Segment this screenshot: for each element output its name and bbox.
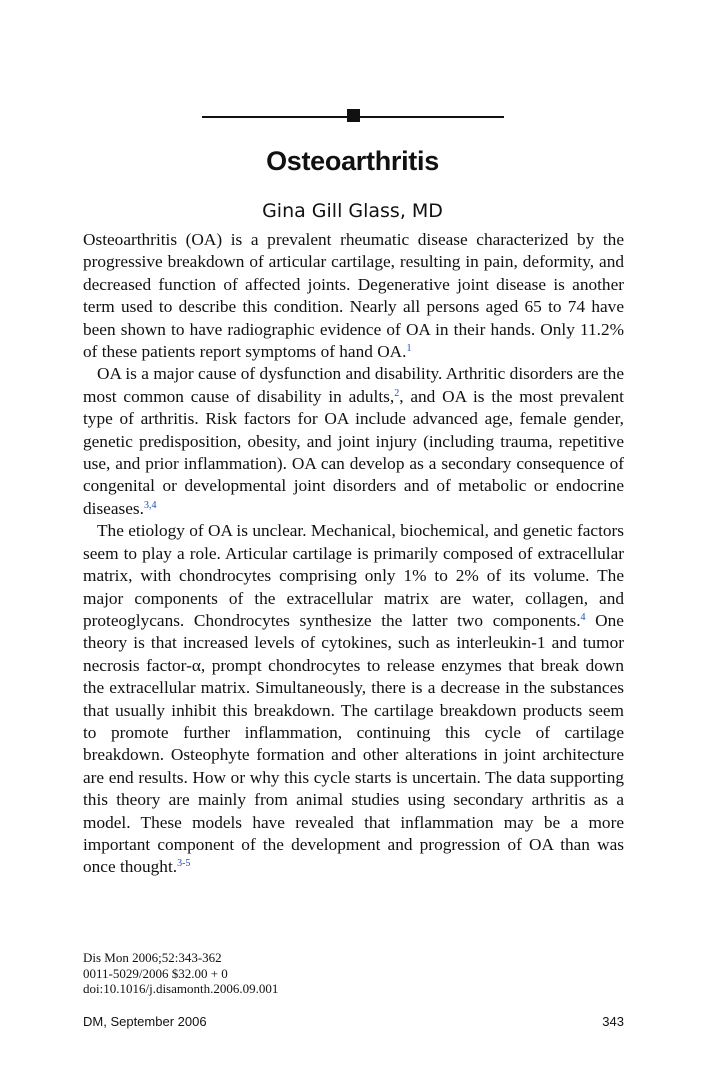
journal-citation: Dis Mon 2006;52:343-362 bbox=[83, 950, 222, 965]
article-author: Gina Gill Glass, MD bbox=[262, 200, 443, 222]
reference-link[interactable]: 3-5 bbox=[177, 858, 191, 870]
article-body bbox=[83, 229, 624, 879]
paragraph-2 bbox=[83, 363, 624, 520]
paragraph-text: Osteoarthritis (OA) is a prevalent rheumatic disease characterized by the progressive breakdown of articular cartilage, resulting in pain, deformity, and decreased function of affected joints. Degenerative joint disease is another term used to describe this condition. Nearly all persons aged 65 to 74 have been shown to have radiographic evidence of OA in their hands. Only 11.2% of these patients report symptoms of hand OA. bbox=[83, 230, 624, 362]
paragraph-3 bbox=[83, 520, 624, 879]
paragraph-text: OA is a major cause of dysfunction and disability. Arthritic disorders are the most common cause of disability in adults, bbox=[83, 364, 624, 406]
reference-link[interactable]: 1 bbox=[406, 343, 412, 355]
article-title: Osteoarthritis bbox=[266, 146, 439, 176]
reference-link[interactable]: 3,4 bbox=[143, 499, 157, 511]
issn-price: 0011-5029/2006 $32.00 + 0 bbox=[83, 965, 228, 981]
citation-block bbox=[83, 950, 278, 997]
doi-link[interactable]: doi:10.1016/j.disamonth.2006.09.001 bbox=[83, 981, 279, 996]
reference-link[interactable]: 4 bbox=[580, 611, 586, 623]
reference-link[interactable]: 2 bbox=[394, 387, 400, 399]
footer-journal-date: DM, September 2006 bbox=[83, 1014, 207, 1029]
paragraph-text: One theory is that increased levels of cytokines, such as interleukin-1 and tumor necrosis factor-α, prompt chondrocytes to release enzymes that break down the extracellular matrix. Simultaneously, there is a decrease in the substances that usually inhibit this breakdown. The cartilage breakdown products seem to promote further inflammation, continuing this cycle of cartilage breakdown. Osteophyte formation and other alterations in joint architecture are end results. How or why this cycle starts is uncertain. The data supporting this theory are mainly from animal studies using secondary arthritis as a model. These models have revealed that inflammation may be a more important component of the development and progression of OA than was once thought. bbox=[83, 610, 624, 877]
ornament-rule-right bbox=[359, 116, 504, 118]
title-ornament bbox=[202, 109, 504, 123]
paragraph-text: The etiology of OA is unclear. Mechanical, biochemical, and genetic factors seem to play a role. Articular cartilage is primarily composed of extracellular matrix, with chondrocytes comprising only 1% to 2% of its volume. The major components of the extracellular matrix are water, collagen, and proteoglycans. Chondrocytes synthesize the latter two components. bbox=[83, 521, 624, 630]
paragraph-text: , and OA is the most prevalent type of arthritis. Risk factors for OA include advanced age, female gender, genetic predisposition, obesity, and joint injury (including trauma, repetitive use, and prior inflammation). OA can develop as a secondary consequence of congenital or developmental joint disorders and of metabolic or endocrine diseases. bbox=[83, 386, 624, 518]
page-number: 343 bbox=[602, 1014, 624, 1029]
ornament-rule-left bbox=[202, 116, 347, 118]
paragraph-1 bbox=[83, 229, 624, 363]
